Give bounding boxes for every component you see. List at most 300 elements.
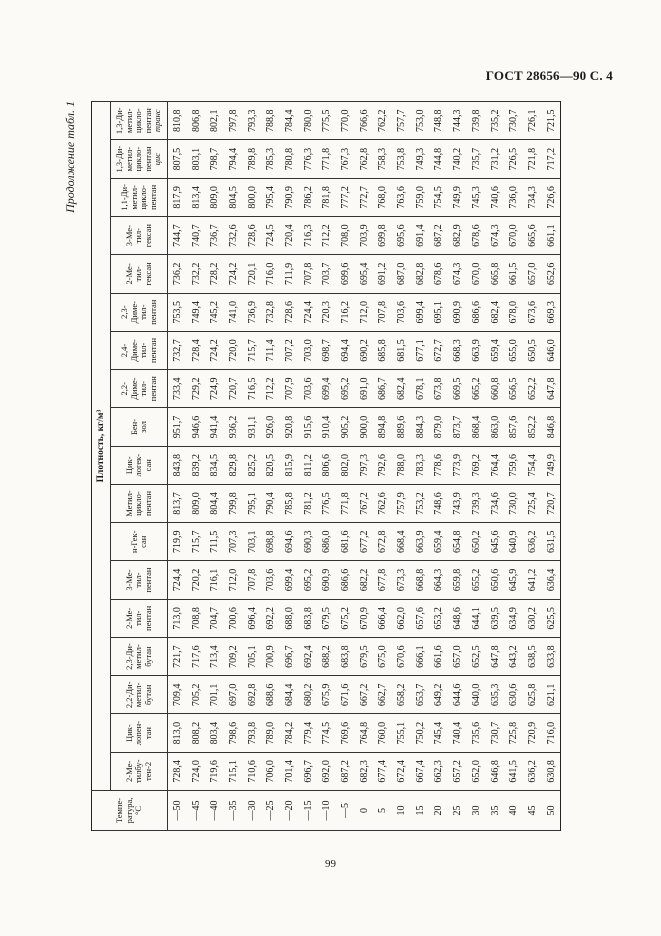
density-cell: 735,6 xyxy=(467,714,486,752)
density-cell: 951,7 xyxy=(168,408,187,446)
density-cell: 724,0 xyxy=(187,752,206,790)
density-cell: 659,4 xyxy=(430,523,449,561)
density-cell: 758,3 xyxy=(374,140,393,178)
density-cell: 774,5 xyxy=(318,714,337,752)
page-number: 99 xyxy=(325,858,336,870)
density-cell: 663,9 xyxy=(467,331,486,369)
column-header: 2,2-Ди- метил- бутан xyxy=(111,676,168,714)
density-cell: 721,8 xyxy=(523,140,542,178)
table-row xyxy=(392,102,411,831)
density-cell: 690,2 xyxy=(355,331,374,369)
table-row xyxy=(187,102,206,831)
density-cell: 635,3 xyxy=(486,676,505,714)
density-cell: 681,6 xyxy=(336,523,355,561)
density-cell: 716,3 xyxy=(299,217,318,255)
table-row xyxy=(168,102,187,831)
density-cell: 720,2 xyxy=(187,561,206,599)
density-cell: 699,8 xyxy=(374,217,393,255)
density-cell: 757,9 xyxy=(392,484,411,522)
density-cell: 670,9 xyxy=(355,599,374,637)
density-cell: 657,0 xyxy=(448,637,467,675)
density-cell: 655,2 xyxy=(467,561,486,599)
density-cell: 707,9 xyxy=(280,370,299,408)
density-cell: 728,4 xyxy=(168,752,187,790)
density-cell: 679,5 xyxy=(355,637,374,675)
density-cell: 778,6 xyxy=(430,446,449,484)
density-cell: 755,1 xyxy=(392,714,411,752)
density-cell: 638,5 xyxy=(523,637,542,675)
temperature-cell: 30 xyxy=(467,791,486,831)
density-cell: 675,0 xyxy=(374,637,393,675)
density-cell: 720,0 xyxy=(224,331,243,369)
column-header: 2,2- Диме- тил- пентан xyxy=(111,370,168,408)
density-cell: 659,4 xyxy=(486,331,505,369)
density-cell: 767,2 xyxy=(355,484,374,522)
density-cell: 652,6 xyxy=(542,255,561,293)
density-cell: 825,2 xyxy=(243,446,262,484)
density-cell: 679,5 xyxy=(318,599,337,637)
density-cell: 696,7 xyxy=(280,637,299,675)
density-cell: 735,2 xyxy=(486,102,505,140)
density-cell: 798,6 xyxy=(224,714,243,752)
density-cell: 658,2 xyxy=(392,676,411,714)
temperature-cell: —30 xyxy=(243,791,262,831)
density-cell: 788,0 xyxy=(392,446,411,484)
density-cell: 759,6 xyxy=(504,446,523,484)
density-cell: 724,4 xyxy=(168,561,187,599)
density-cell: 645,6 xyxy=(486,523,505,561)
density-cell: 682,4 xyxy=(486,293,505,331)
table-row xyxy=(448,102,467,831)
density-cell: 692,2 xyxy=(261,599,280,637)
density-cell: 661,6 xyxy=(430,637,449,675)
density-cell: 760,0 xyxy=(374,714,393,752)
density-cell: 671,6 xyxy=(336,676,355,714)
density-cell: 720,3 xyxy=(318,293,337,331)
density-cell: 789,8 xyxy=(243,140,262,178)
density-cell: 724,5 xyxy=(261,217,280,255)
column-header: 2,4- Диме- тил- пентан xyxy=(111,331,168,369)
density-cell: 716,0 xyxy=(542,714,561,752)
density-cell: 705,1 xyxy=(243,637,262,675)
density-cell: 749,9 xyxy=(448,178,467,216)
density-cell: 662,0 xyxy=(392,599,411,637)
density-cell: 636,2 xyxy=(523,752,542,790)
density-cell: 678,6 xyxy=(467,217,486,255)
density-cell: 666,1 xyxy=(411,637,430,675)
table-row xyxy=(336,102,355,831)
column-header: 3-Ме- тил- гексан xyxy=(111,217,168,255)
density-cell: 792,6 xyxy=(374,446,393,484)
column-header: 2-Ме- тил- гексан xyxy=(111,255,168,293)
density-cell: 633,8 xyxy=(542,637,561,675)
column-header: н-Гек- сан xyxy=(111,523,168,561)
density-cell: 716,0 xyxy=(261,255,280,293)
temperature-cell: —35 xyxy=(224,791,243,831)
density-cell: 720,7 xyxy=(542,484,561,522)
density-cell: 734,6 xyxy=(486,484,505,522)
density-cell: 748,8 xyxy=(430,102,449,140)
density-cell: 650,6 xyxy=(486,561,505,599)
density-cell: 670,0 xyxy=(504,217,523,255)
density-cell: 764,4 xyxy=(486,446,505,484)
density-cell: 687,0 xyxy=(392,255,411,293)
table-row xyxy=(542,102,561,831)
density-cell: 686,0 xyxy=(318,523,337,561)
density-cell: 707,3 xyxy=(224,523,243,561)
density-cell: 811,2 xyxy=(299,446,318,484)
density-cell: 709,2 xyxy=(224,637,243,675)
density-cell: 753,8 xyxy=(392,140,411,178)
density-cell: 681,5 xyxy=(392,331,411,369)
density-cell: 733,4 xyxy=(168,370,187,408)
density-cell: 762,6 xyxy=(374,484,393,522)
density-cell: 794,4 xyxy=(224,140,243,178)
density-cell: 797,8 xyxy=(224,102,243,140)
column-header: 2,3- Диме- тил- пентан xyxy=(111,293,168,331)
density-cell: 712,2 xyxy=(261,370,280,408)
density-cell: 728,4 xyxy=(187,331,206,369)
density-cell: 640,0 xyxy=(467,676,486,714)
density-cell: 673,8 xyxy=(430,370,449,408)
density-cell: 780,0 xyxy=(299,102,318,140)
density-cell: 772,7 xyxy=(355,178,374,216)
density-cell: 720,1 xyxy=(243,255,262,293)
density-cell: 675,9 xyxy=(318,676,337,714)
density-cell: 799,8 xyxy=(224,484,243,522)
density-cell: 719,9 xyxy=(168,523,187,561)
density-cell: 781,8 xyxy=(318,178,337,216)
density-cell: 650,5 xyxy=(523,331,542,369)
density-cell: 668,3 xyxy=(448,331,467,369)
density-cell: 839,2 xyxy=(187,446,206,484)
density-cell: 685,8 xyxy=(374,331,393,369)
density-cell: 716,1 xyxy=(205,561,224,599)
column-header: 2-Ме- тилбу- тен-2 xyxy=(111,752,168,790)
density-cell: 815,9 xyxy=(280,446,299,484)
density-cell: 721,5 xyxy=(542,102,561,140)
isomer-suffix: цис xyxy=(152,152,163,166)
density-cell: 711,4 xyxy=(261,331,280,369)
density-cell: 802,0 xyxy=(336,446,355,484)
density-cell: 749,9 xyxy=(542,446,561,484)
density-cell: 677,8 xyxy=(374,561,393,599)
density-cell: 653,2 xyxy=(430,599,449,637)
density-cell: 703,6 xyxy=(392,293,411,331)
density-cell: 710,6 xyxy=(243,752,262,790)
table-row xyxy=(224,102,243,831)
density-cell: 657,2 xyxy=(448,752,467,790)
density-cell: 754,4 xyxy=(523,446,542,484)
density-cell: 809,0 xyxy=(187,484,206,522)
density-cell: 790,9 xyxy=(280,178,299,216)
density-cell: 829,8 xyxy=(224,446,243,484)
temperature-cell: —5 xyxy=(336,791,355,831)
density-cell: 701,1 xyxy=(205,676,224,714)
density-cell: 646,0 xyxy=(542,331,561,369)
density-cell: 621,1 xyxy=(542,676,561,714)
density-cell: 753,0 xyxy=(411,102,430,140)
column-header: 2,3-Ди- метил- бутан xyxy=(111,637,168,675)
density-cell: 656,5 xyxy=(504,370,523,408)
density-cell: 771,8 xyxy=(318,140,337,178)
column-header: 3-Ме- тил- пентан xyxy=(111,561,168,599)
density-cell: 740,7 xyxy=(187,217,206,255)
density-cell: 672,7 xyxy=(430,331,449,369)
density-cell: 736,2 xyxy=(168,255,187,293)
density-cell: 662,3 xyxy=(430,752,449,790)
density-cell: 744,3 xyxy=(448,102,467,140)
density-cell: 630,6 xyxy=(504,676,523,714)
density-cell: 646,8 xyxy=(486,752,505,790)
density-cell: 682,2 xyxy=(355,561,374,599)
density-cell: 700,6 xyxy=(224,599,243,637)
density-cell: 644,1 xyxy=(467,599,486,637)
density-cell: 652,0 xyxy=(467,752,486,790)
density-cell: 900,0 xyxy=(355,408,374,446)
density-cell: 807,5 xyxy=(168,140,187,178)
density-cell: 649,2 xyxy=(430,676,449,714)
density-cell: 680,2 xyxy=(299,676,318,714)
density-cell: 665,6 xyxy=(523,217,542,255)
density-cell: 721,7 xyxy=(168,637,187,675)
table-row xyxy=(243,102,262,831)
density-cell: 730,7 xyxy=(504,102,523,140)
density-cell: 736,0 xyxy=(504,178,523,216)
density-cell: 749,3 xyxy=(411,140,430,178)
density-cell: 734,3 xyxy=(523,178,542,216)
table-row xyxy=(430,102,449,831)
temperature-cell: —45 xyxy=(187,791,206,831)
density-cell: 673,6 xyxy=(523,293,542,331)
temperature-cell: —50 xyxy=(168,791,187,831)
density-cell: 630,2 xyxy=(523,599,542,637)
density-cell: 879,0 xyxy=(430,408,449,446)
density-cell: 665,2 xyxy=(467,370,486,408)
density-cell: 682,9 xyxy=(448,217,467,255)
density-cell: 625,8 xyxy=(523,676,542,714)
density-cell: 889,6 xyxy=(392,408,411,446)
density-cell: 713,4 xyxy=(205,637,224,675)
density-cell: 843,8 xyxy=(168,446,187,484)
density-cell: 703,0 xyxy=(299,331,318,369)
density-cell: 678,6 xyxy=(430,255,449,293)
density-cell: 793,8 xyxy=(243,714,262,752)
density-cell: 846,8 xyxy=(542,408,561,446)
density-cell: 809,0 xyxy=(205,178,224,216)
density-cell: 716,2 xyxy=(336,293,355,331)
density-cell: 705,2 xyxy=(187,676,206,714)
table-row xyxy=(205,102,224,831)
density-cell: 704,7 xyxy=(205,599,224,637)
density-cell: 657,0 xyxy=(523,255,542,293)
density-cell: 665,8 xyxy=(486,255,505,293)
density-cell: 682,4 xyxy=(392,370,411,408)
density-cell: 683,8 xyxy=(299,599,318,637)
density-cell: 694,4 xyxy=(336,331,355,369)
density-cell: 713,0 xyxy=(168,599,187,637)
density-cell: 910,4 xyxy=(318,408,337,446)
density-cell: 630,8 xyxy=(542,752,561,790)
density-cell: 674,3 xyxy=(448,255,467,293)
table-row xyxy=(411,102,430,831)
density-cell: 690,9 xyxy=(448,293,467,331)
density-cell: 717,6 xyxy=(187,637,206,675)
density-cell: 695,2 xyxy=(299,561,318,599)
density-cell: 745,4 xyxy=(430,714,449,752)
density-cell: 795,1 xyxy=(243,484,262,522)
density-cell: 653,7 xyxy=(411,676,430,714)
density-cell: 703,6 xyxy=(299,370,318,408)
density-cell: 692,8 xyxy=(243,676,262,714)
temperature-cell: 0 xyxy=(355,791,374,831)
density-cell: 678,1 xyxy=(411,370,430,408)
density-cell: 717,2 xyxy=(542,140,561,178)
density-cell: 931,1 xyxy=(243,408,262,446)
density-cell: 729,2 xyxy=(187,370,206,408)
density-cell: 775,5 xyxy=(318,102,337,140)
temperature-cell: —20 xyxy=(280,791,299,831)
density-cell: 684,4 xyxy=(280,676,299,714)
density-cell: 699,4 xyxy=(280,561,299,599)
density-cell: 697,0 xyxy=(224,676,243,714)
density-cell: 728,6 xyxy=(243,217,262,255)
density-cell: 779,4 xyxy=(299,714,318,752)
table-row xyxy=(299,102,318,831)
density-cell: 728,6 xyxy=(280,293,299,331)
density-cell: 936,2 xyxy=(224,408,243,446)
density-cell: 744,7 xyxy=(168,217,187,255)
density-cell: 732,7 xyxy=(168,331,187,369)
density-header: Плотность, кг/м³ xyxy=(92,102,111,791)
density-cell: 802,1 xyxy=(205,102,224,140)
density-cell: 769,2 xyxy=(467,446,486,484)
density-cell: 715,7 xyxy=(187,523,206,561)
density-cell: 810,8 xyxy=(168,102,187,140)
temperature-cell: —15 xyxy=(299,791,318,831)
density-cell: 687,2 xyxy=(430,217,449,255)
density-cell: 661,1 xyxy=(542,217,561,255)
density-cell: 804,4 xyxy=(205,484,224,522)
density-cell: 709,4 xyxy=(168,676,187,714)
table-row xyxy=(374,102,393,831)
density-cell: 764,8 xyxy=(355,714,374,752)
column-header: 2-Ме- тил- пентан xyxy=(111,599,168,637)
density-cell: 786,2 xyxy=(299,178,318,216)
density-cell: 664,3 xyxy=(430,561,449,599)
column-header: 1,3-Ди- метил- цикло- пентан цис xyxy=(111,140,168,178)
density-cell: 757,7 xyxy=(392,102,411,140)
density-cell: 696,7 xyxy=(299,752,318,790)
density-cell: 739,8 xyxy=(467,102,486,140)
density-cell: 641,2 xyxy=(523,561,542,599)
density-cell: 699,4 xyxy=(411,293,430,331)
density-cell: 813,4 xyxy=(187,178,206,216)
density-cell: 743,9 xyxy=(448,484,467,522)
density-cell: 776,3 xyxy=(299,140,318,178)
temperature-cell: 50 xyxy=(542,791,561,831)
density-cell: 750,2 xyxy=(411,714,430,752)
table-row xyxy=(355,102,374,831)
density-cell: 678,0 xyxy=(504,293,523,331)
density-cell: 753,5 xyxy=(168,293,187,331)
density-cell: 712,2 xyxy=(318,217,337,255)
density-cell: 677,2 xyxy=(355,523,374,561)
density-cell: 731,2 xyxy=(486,140,505,178)
density-cell: 776,5 xyxy=(318,484,337,522)
table-header-row-compounds xyxy=(111,102,168,831)
density-cell: 745,2 xyxy=(205,293,224,331)
density-cell: 726,6 xyxy=(542,178,561,216)
density-cell: 659,8 xyxy=(448,561,467,599)
density-cell: 769,6 xyxy=(336,714,355,752)
density-cell: 647,8 xyxy=(542,370,561,408)
rotated-table-block xyxy=(63,101,603,831)
density-cell: 686,6 xyxy=(336,561,355,599)
density-cell: 795,4 xyxy=(261,178,280,216)
density-cell: 669,3 xyxy=(542,293,561,331)
density-cell: 735,7 xyxy=(467,140,486,178)
density-cell: 673,3 xyxy=(392,561,411,599)
temperature-cell: —10 xyxy=(318,791,337,831)
density-cell: 654,8 xyxy=(448,523,467,561)
density-cell: 698,8 xyxy=(261,523,280,561)
column-header: Цик- лопен- тан xyxy=(111,714,168,752)
density-cell: 730,7 xyxy=(486,714,505,752)
density-cell: 655,0 xyxy=(504,331,523,369)
temperature-cell: —40 xyxy=(205,791,224,831)
document-code: ГОСТ 28656—90 С. 4 xyxy=(485,68,613,83)
density-cell: 720,4 xyxy=(280,217,299,255)
density-cell: 687,2 xyxy=(336,752,355,790)
density-cell: 715,7 xyxy=(243,331,262,369)
density-cell: 868,4 xyxy=(467,408,486,446)
density-cell: 946,6 xyxy=(187,408,206,446)
temperature-cell: 45 xyxy=(523,791,542,831)
density-cell: 732,8 xyxy=(261,293,280,331)
isomer-suffix: транс xyxy=(152,109,163,133)
density-cell: 688,0 xyxy=(280,599,299,637)
density-cell: 711,5 xyxy=(205,523,224,561)
density-cell: 817,9 xyxy=(168,178,187,216)
density-cell: 690,9 xyxy=(318,561,337,599)
density-cell: 808,2 xyxy=(187,714,206,752)
density-cell: 657,6 xyxy=(411,599,430,637)
density-cell: 803,1 xyxy=(187,140,206,178)
density-cell: 652,5 xyxy=(467,637,486,675)
density-cell: 905,2 xyxy=(336,408,355,446)
density-cell: 806,8 xyxy=(187,102,206,140)
density-cell: 771,8 xyxy=(336,484,355,522)
temperature-cell: 40 xyxy=(504,791,523,831)
density-cell: 669,5 xyxy=(448,370,467,408)
density-cell: 668,8 xyxy=(411,561,430,599)
table-row xyxy=(467,102,486,831)
density-cell: 732,6 xyxy=(224,217,243,255)
temperature-cell: —25 xyxy=(261,791,280,831)
table-row xyxy=(261,102,280,831)
density-cell: 634,9 xyxy=(504,599,523,637)
density-cell: 663,9 xyxy=(411,523,430,561)
table-row xyxy=(318,102,337,831)
density-cell: 708,8 xyxy=(187,599,206,637)
density-cell: 703,1 xyxy=(243,523,262,561)
density-cell: 668,4 xyxy=(392,523,411,561)
density-cell: 643,2 xyxy=(504,637,523,675)
density-cell: 726,1 xyxy=(523,102,542,140)
density-cell: 625,5 xyxy=(542,599,561,637)
density-cell: 780,8 xyxy=(280,140,299,178)
